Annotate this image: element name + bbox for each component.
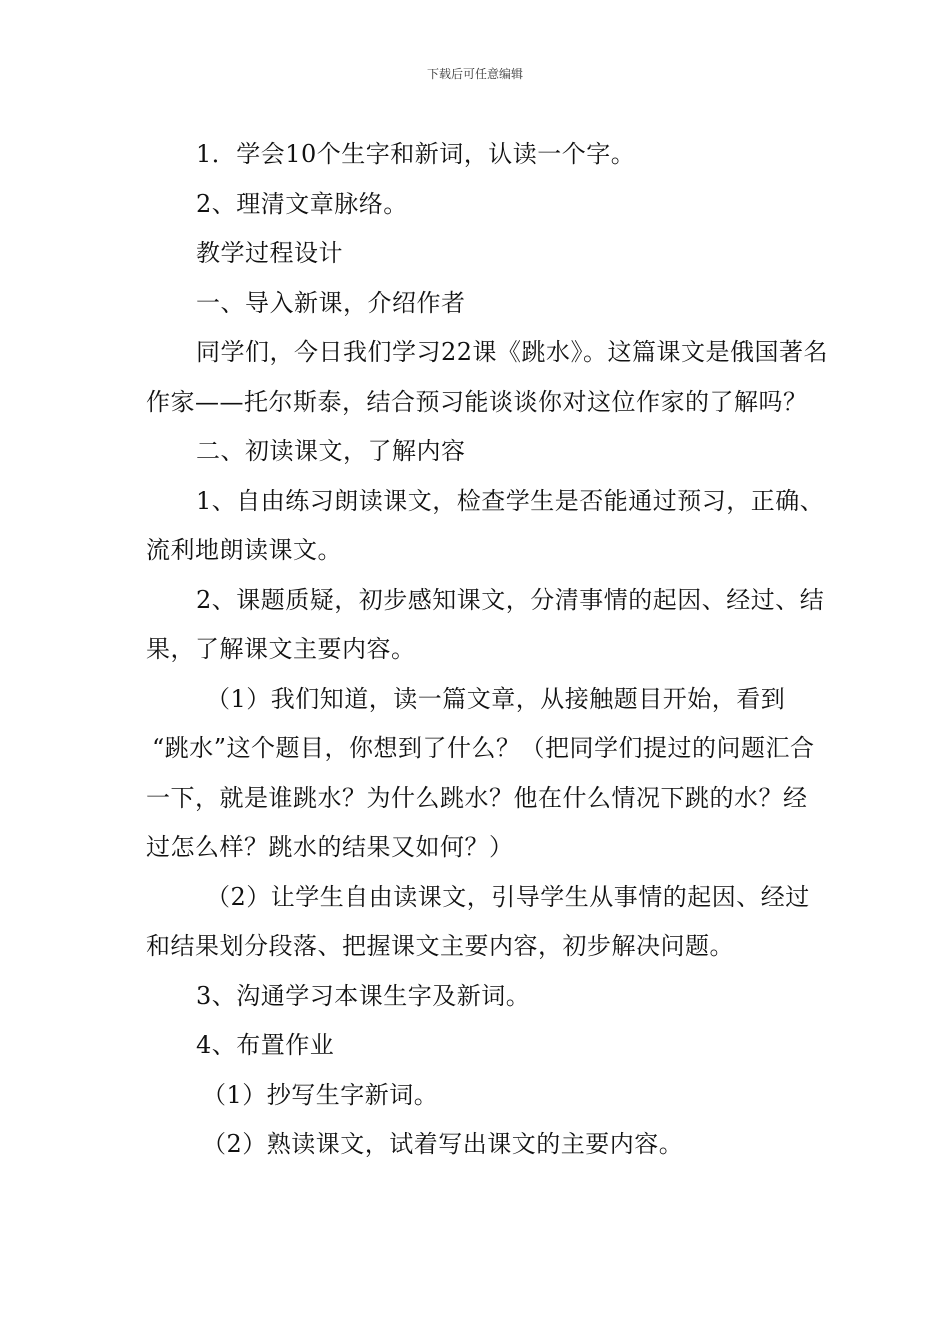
substep-2: （2）让学生自由读课文，引导学生从事情的起因、经过和结果划分段落、把握课文主要内容，初步解决问题。	[146, 882, 810, 960]
document-body	[146, 130, 830, 1170]
step-1: 1、自由练习朗读课文，检查学生是否能通过预习，正确、流利地朗读课文。	[146, 486, 825, 564]
section-heading-process: 教学过程设计	[196, 239, 343, 267]
objective-1: 1．学会10个生字和新词，认读一个字。	[196, 140, 636, 168]
intro-paragraph: 同学们，今日我们学习22课《跳水》。这篇课文是俄国著名作家——托尔斯泰，结合预习能谈谈你对这位作家的了解吗？	[146, 338, 829, 416]
section-heading-2: 二、初读课文，了解内容	[196, 437, 466, 465]
substep-1-continuation: “跳水”这个题目，你想到了什么？（把同学们提过的问题汇合一下，就是谁跳水？为什么跳水？他在什么情况下跳的水？经过怎么样？跳水的结果又如何？）	[146, 734, 815, 861]
substep-1-first-line: （1）我们知道，读一篇文章，从接触题目开始，看到	[206, 684, 786, 713]
page-header: 下载后可任意编辑	[426, 67, 523, 81]
homework-item-2: （2）熟读课文，试着写出课文的主要内容。	[202, 1130, 684, 1158]
step-3: 3、沟通学习本课生字及新词。	[196, 981, 531, 1010]
section-heading-1: 一、导入新课，介绍作者	[196, 288, 466, 317]
objective-2: 2、理清文章脉络。	[196, 189, 408, 218]
step-4-homework: 4、布置作业	[196, 1031, 335, 1059]
step-2: 2、课题质疑，初步感知课文，分清事情的起因、经过、结果，了解课文主要内容。	[146, 585, 825, 663]
homework-item-1: （1）抄写生字新词。	[202, 1080, 439, 1109]
